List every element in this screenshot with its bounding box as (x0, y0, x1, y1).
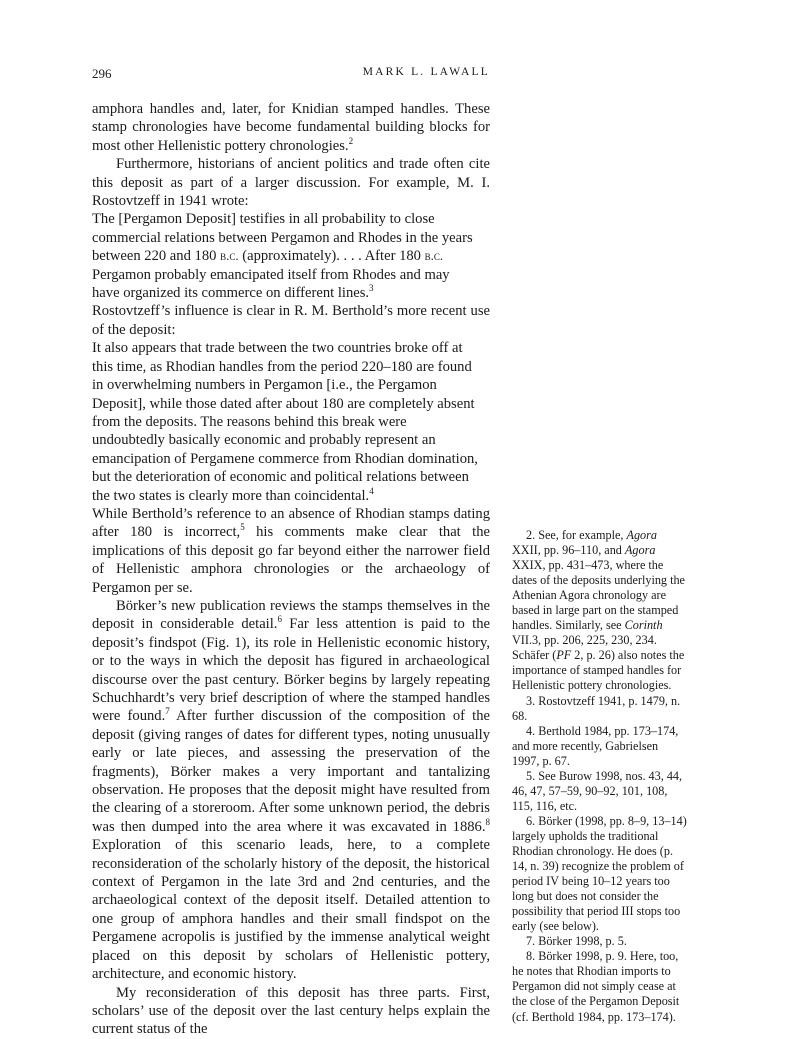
footnote-text: 2, p. 26) also notes the importance of stamped handles for Hellenistic pottery chronologies. (512, 648, 685, 693)
paragraph-text: After further discussion of the composition of the deposit (giving ranges of dates for different types, noting unusually early or late pieces, and assessing the preservation of the fragments), Börker makes a very important and tantalizing observation. He proposes that the deposit might have resulted from the clearing of a storeroom. After some unknown period, the debris was then dumped into the area where it was excavated in 1886. (92, 708, 490, 835)
footnote-ref: 8 (485, 816, 490, 827)
paragraph-text: While Berthold’s reference to an absence of Rhodian stamps dating after 180 is incorrect, (92, 505, 490, 541)
footnote-3: 3. Rostovtzeff 1941, p. 1479, n. 68. (512, 693, 681, 723)
footnote-ref: 5 (240, 522, 245, 533)
footnote-2 (512, 528, 688, 694)
running-head: MARK L. LAWALL (362, 66, 490, 78)
block-quote-rostovtzeff (92, 210, 490, 302)
quote-text: Pergamon probably emancipated itself from Rhodes and may have organized its commerce on different lines. (92, 266, 450, 302)
paragraph-text: Far less attention is paid to the deposit’s findspot (Fig. 1), its role in Hellenistic economic history, or to the ways in which the deposit has figured in archaeological discourse over the past century. Börker begins by largely repeating Schuchhardt’s very brief description of where the stamped handles were found. (92, 616, 490, 725)
paragraph (92, 597, 490, 984)
paragraph (92, 100, 490, 155)
paragraph: My reconsideration of this deposit has three parts. First, scholars’ use of the deposit over the last century helps explain the current status of the (92, 984, 490, 1038)
main-text-column (92, 100, 490, 1039)
footnote-4: 4. Berthold 1984, pp. 173–174, and more recently, Gabrielsen 1997, p. 67. (512, 723, 679, 768)
footnote-title: Corinth (624, 618, 663, 633)
block-quote-berthold (92, 339, 490, 505)
paragraph (92, 505, 490, 597)
footnote-ref: 6 (277, 614, 282, 625)
footnote-7: 7. Börker 1998, p. 5. (526, 934, 627, 949)
quote-text: It also appears that trade between the two countries broke off at this time, as Rhodian handles from the period 220–180 are found in overwhelming numbers in Pergamon [i.e., the Pergamon Deposit], while those dated after about 180 are completely absent from the deposits. The reasons behind this break were undoubtedly basically economic and probably represent an emancipation of Pergamene commerce from Rhodian domination, but the deterioration of economic and political relations between the two states is clearly more than coincidental. (92, 340, 478, 504)
footnote-ref: 2 (348, 135, 354, 146)
paragraph-text: Börker’s new publication reviews the stamps themselves in the deposit in considerable detail. (92, 597, 490, 633)
footnote-title: PF (556, 648, 572, 663)
page-number: 296 (92, 66, 112, 81)
quote-text: The [Pergamon Deposit] testifies in all probability to close commercial relations between Pergamon and Rhodes in the years between 220 and 180 (92, 211, 473, 265)
footnote-text: XXII, pp. 96–110, and (512, 543, 625, 558)
paragraph-text: amphora handles and, later, for Knidian stamped handles. These stamp chronologies have become fundamental building blocks for most other Hellenistic pottery chronologies. (92, 101, 490, 154)
page-header (92, 66, 490, 84)
footnote-title: Agora (626, 528, 657, 542)
paragraph-text: his comments make clear that the implications of this deposit go far beyond either the narrower field of Hellenistic amphora chronologies or the archaeology of Pergamon per se. (92, 524, 490, 596)
footnote-text: VII.3, pp. 206, 225, 230, 234. Schäfer ( (512, 633, 657, 663)
era-abbrev: b.c. (424, 248, 444, 264)
paragraph-text: Exploration of this scenario leads, here, to a complete reconsideration of the scholarly history of the deposit, the historical context of Pergamon in the late 3rd and 2nd centuries, and the archaeological context of the deposit itself. Detailed attention to one group of amphora handles and their small findspot on the Pergamene acropolis is justified by the immense analytical weight placed on this deposit by scholars of Hellenistic pottery, architecture, and economic history. (92, 837, 490, 983)
paragraph: Furthermore, historians of ancient politics and trade often cite this deposit as part of a larger discussion. For example, M. I. Rostovtzeff in 1941 wrote: (92, 156, 490, 210)
footnote-5: 5. See Burow 1998, nos. 43, 44, 46, 47, 57–59, 90–92, 101, 108, 115, 116, etc. (512, 768, 683, 813)
footnote-6: 6. Börker (1998, pp. 8–9, 13–14) largely upholds the traditional Rhodian chronology. He does (p. 14, n. 39) recognize the problem of period IV being 10–12 years too long but does not consider the possibility that period III stops too early (see below). (512, 813, 687, 934)
footnote-title: Agora (624, 543, 656, 558)
era-abbrev: b.c. (220, 248, 239, 264)
footnote-ref: 3 (369, 283, 374, 294)
footnote-text: XXIX, pp. 431–473, where the dates of the deposits underlying the Athenian Agora chronology are based in large part on the stamped handles. Similarly, see (512, 558, 685, 633)
footnote-ref: 7 (165, 706, 170, 717)
paragraph: Rostovtzeff’s influence is clear in R. M. Berthold’s more recent use of the deposit: (92, 303, 490, 338)
footnote-8: 8. Börker 1998, p. 9. Here, too, he notes that Rhodian imports to Pergamon did not simply cease at the close of the Pergamon Deposit (cf. Berthold 1984, pp. 173–174). (512, 949, 680, 1024)
footnote-ref: 4 (369, 485, 374, 496)
footnote-text: 2. See, for example, (526, 528, 624, 542)
footnotes-column (512, 528, 688, 1025)
quote-text: (approximately). . . . After 180 (242, 248, 421, 265)
